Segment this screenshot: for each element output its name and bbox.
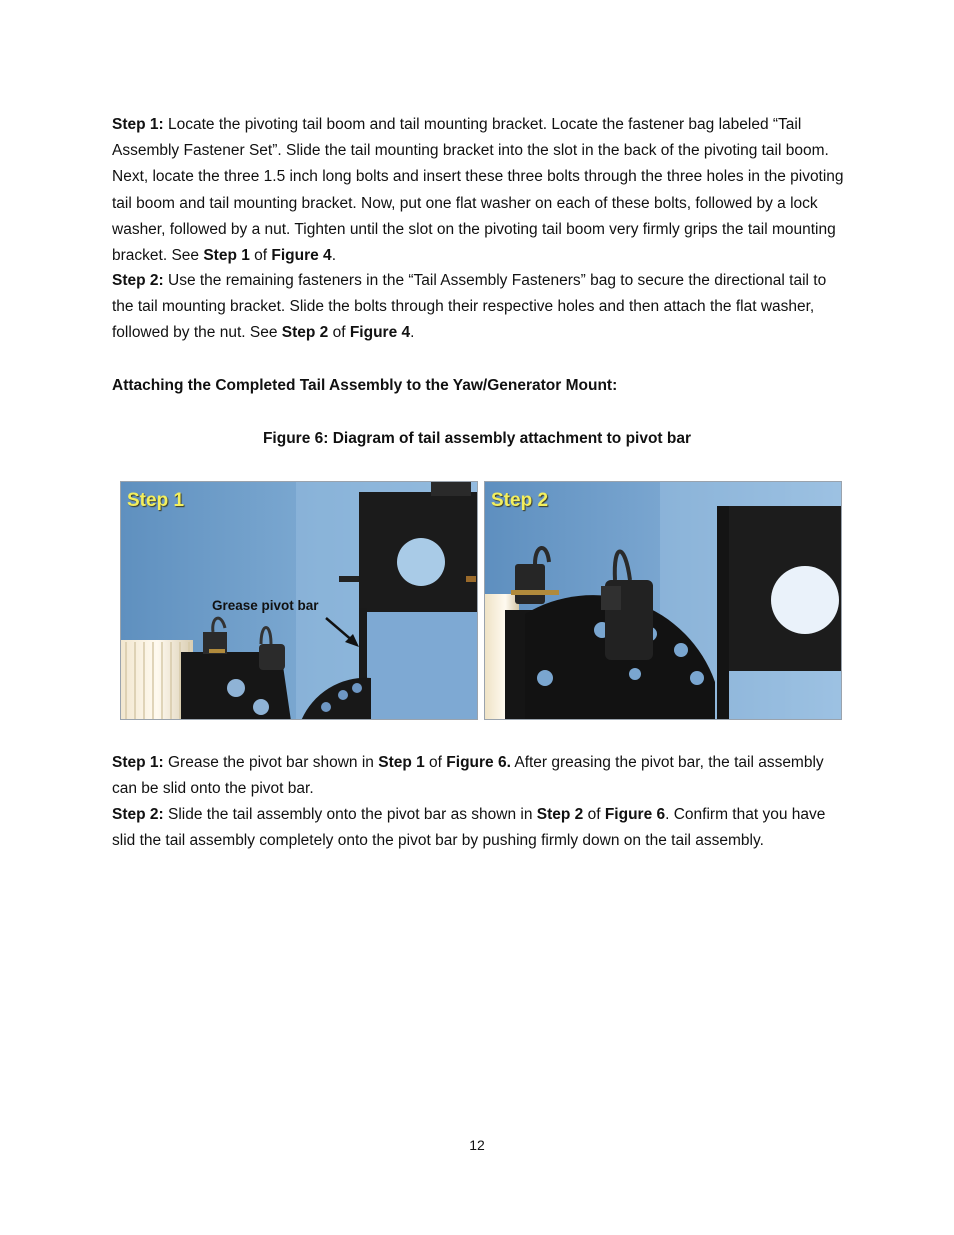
step-ref: Step 2	[281, 324, 329, 342]
figure-photo-step1	[120, 481, 478, 720]
step-text: Use the remaining fasteners in the “Tail Assembly Fasteners” bag to secure the directional tail to the tail mounting bracket. Slide the bolts through their respective holes and then attach the flat washer, followed by the nut. See	[112, 272, 827, 342]
figure-ref: Figure 4	[349, 324, 411, 342]
step2-paragraph	[112, 268, 847, 347]
step-text-continued: After greasing the pivot bar, the tail assembly can be slid onto the pivot bar.	[112, 754, 824, 798]
step-label: Step 2:	[112, 806, 164, 823]
step2-photo-label: Step 2	[491, 490, 549, 511]
period: .	[331, 247, 336, 265]
grease-step1-paragraph	[112, 750, 847, 802]
step-label: Step 1:	[112, 754, 164, 771]
grease-pivot-bar-annotation: Grease pivot bar	[212, 598, 319, 613]
step-ref: Step 1	[203, 247, 250, 265]
of-text: of	[424, 754, 447, 771]
figure-photo-step2	[484, 481, 842, 720]
step-text: Slide the tail assembly onto the pivot bar as shown in	[163, 806, 537, 823]
step-text: Grease the pivot bar shown in	[163, 754, 379, 771]
figure-caption: Figure 6: Diagram of tail assembly attachment to pivot bar	[262, 430, 692, 447]
figure-ref: Figure 6	[604, 806, 666, 823]
figure-ref: Figure 4	[271, 247, 332, 265]
step1-paragraph	[112, 112, 847, 269]
of-text: of	[328, 324, 350, 342]
of-text: of	[583, 806, 605, 823]
step-ref: Step 2	[536, 806, 584, 823]
step-label: Step 1:	[112, 116, 164, 133]
step-label: Step 2:	[112, 272, 164, 289]
step-ref: Step 1	[378, 754, 425, 771]
slide-step2-paragraph	[112, 802, 847, 854]
step-text: Locate the pivoting tail boom and tail mounting bracket. Locate the fastener bag labeled “Tail Assembly Fastener Set”. Slide the tail mounting bracket into the slot in the back of the pivoting tail boom. Next, locate the three 1.5 inch long bolts and insert these three bolts through the three holes in the pivoting tail boom and tail mounting bracket. Now, put one flat washer on each of these bolts, followed by a lock washer, followed by a nut. Tighten until the slot on the pivoting tail boom very firmly grips the tail mounting bracket. See	[112, 116, 844, 265]
figure-ref: Figure 6.	[446, 754, 511, 771]
photo-step2-illustration	[485, 482, 842, 720]
step-text-continued: . Confirm that you have slid the tail assembly completely onto the pivot bar by pushing firmly down on the tail assembly.	[112, 806, 826, 850]
step1-photo-label: Step 1	[127, 490, 185, 511]
period: .	[410, 324, 415, 342]
page-number: 12	[469, 1137, 485, 1153]
section-heading: Attaching the Completed Tail Assembly to the Yaw/Generator Mount:	[112, 377, 618, 394]
of-text: of	[249, 247, 272, 265]
